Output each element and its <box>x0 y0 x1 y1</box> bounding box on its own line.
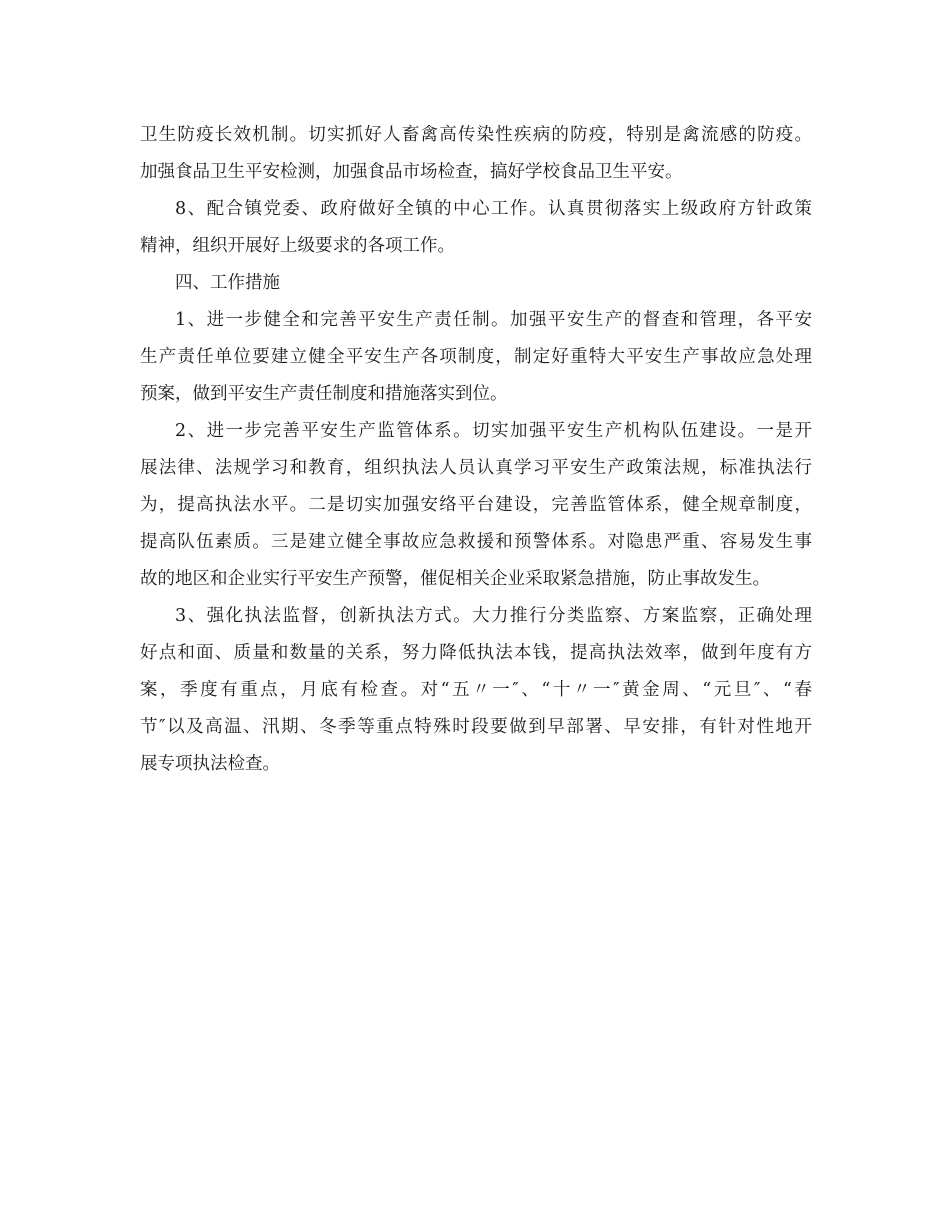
paragraph-disease-prevention <box>140 117 812 191</box>
text-line: 3、强化执法监督，创新执法方式。大力推行分类监察、方案监察，正确处理 <box>175 606 812 626</box>
text-line: 2、进一步完善平安生产监管体系。切实加强平安生产机构队伍建设。一是开 <box>175 421 812 441</box>
section-heading-work-measures <box>140 265 812 302</box>
text-line: 节″以及高温、汛期、冬季等重点特殊时段要做到早部署、早安排，有针对性地开 <box>140 717 812 737</box>
text-line: 加强食品卫生平安检测，加强食品市场检查，搞好学校食品卫生平安。 <box>140 162 683 182</box>
paragraph-measure-2 <box>140 413 812 598</box>
text-line: 展专项执法检查。 <box>140 754 280 774</box>
text-line: 精神，组织开展好上级要求的各项工作。 <box>140 236 455 256</box>
paragraph-measure-1 <box>140 302 812 413</box>
text-line: 卫生防疫长效机制。切实抓好人畜禽高传染性疾病的防疫，特别是禽流感的防疫。 <box>140 125 812 145</box>
text-line: 展法律、法规学习和教育，组织执法人员认真学习平安生产政策法规，标准执法行 <box>140 458 812 478</box>
text-line: 1、进一步健全和完善平安生产责任制。加强平安生产的督查和管理，各平安 <box>175 310 812 330</box>
text-line: 故的地区和企业实行平安生产预警，催促相关企业采取紧急措施，防止事故发生。 <box>140 569 770 589</box>
paragraph-item-8 <box>140 191 812 265</box>
text-line: 8、配合镇党委、政府做好全镇的中心工作。认真贯彻落实上级政府方针政策 <box>175 199 812 219</box>
section-heading: 四、工作措施 <box>175 273 280 293</box>
paragraph-measure-3 <box>140 598 812 783</box>
text-line: 为，提高执法水平。二是切实加强安络平台建设，完善监管体系，健全规章制度， <box>140 495 812 515</box>
text-line: 案，季度有重点，月底有检查。对“五〃一″、“十〃一″黄金周、“元旦″、“春 <box>140 680 812 700</box>
text-line: 生产责任单位要建立健全平安生产各项制度，制定好重特大平安生产事故应急处理 <box>140 347 812 367</box>
text-line: 预案，做到平安生产责任制度和措施落实到位。 <box>140 384 508 404</box>
document-body <box>140 117 812 783</box>
text-line: 好点和面、质量和数量的关系，努力降低执法本钱，提高执法效率，做到年度有方 <box>140 643 812 663</box>
text-line: 提高队伍素质。三是建立健全事故应急救援和预警体系。对隐患严重、容易发生事 <box>140 532 812 552</box>
